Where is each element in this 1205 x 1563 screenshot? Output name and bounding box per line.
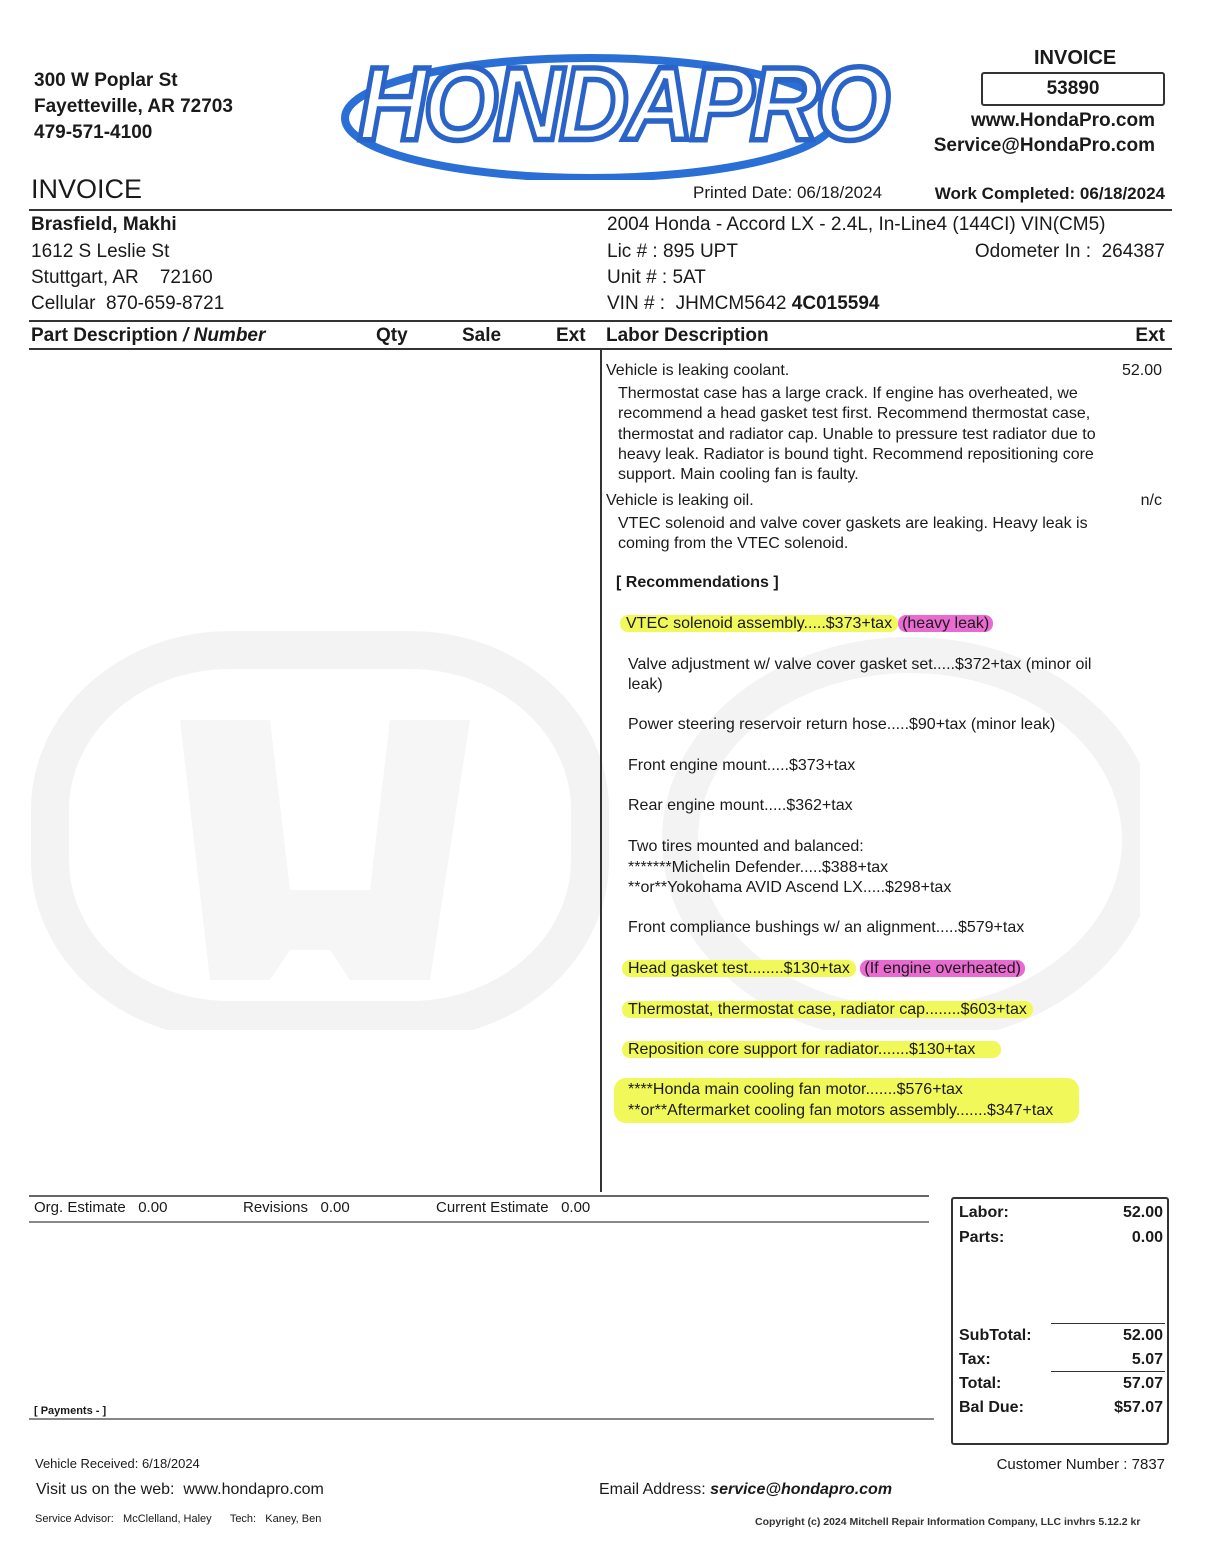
printed-date: Printed Date: 06/18/2024 — [693, 183, 883, 202]
rec-front-mount: Front engine mount.....$373+tax — [628, 757, 856, 774]
visit-web-link[interactable]: www.hondapro.com — [183, 1481, 324, 1498]
shop-city: Fayetteville, AR 72703 — [34, 96, 233, 117]
vehicle-desc: 2004 Honda - Accord LX - 2.4L, In-Line4 (144CI) VIN(CM5) — [607, 214, 1106, 235]
rec-head-gasket: Head gasket test........$130+tax (If engine overheated) — [622, 959, 1025, 979]
work-completed: Work Completed: 06/18/2024 — [934, 184, 1165, 203]
customer-phone: Cellular 870-659-8721 — [31, 293, 225, 314]
rec-tires: Two tires mounted and balanced: *******Michelin Defender.....$388+tax **or**Yokohama AVID Ascend LX.....$298+tax — [628, 838, 952, 896]
hondapro-logo: HONDAPRO — [340, 40, 840, 180]
labor-2-title: Vehicle is leaking oil. — [606, 492, 754, 509]
labor-2-notes: VTEC solenoid and valve cover gaskets are leaking. Heavy leak is coming from the VTEC solenoid. — [618, 515, 1088, 553]
total-label: Total: — [959, 1375, 1002, 1392]
rec-thermostat: Thermostat, thermostat case, radiator cap........$603+tax — [622, 1000, 1033, 1020]
tax-value: 5.07 — [1131, 1351, 1163, 1368]
rec-rear-mount: Rear engine mount.....$362+tax — [628, 797, 853, 814]
email-address: Email Address: service@hondapro.com — [599, 1481, 893, 1498]
shop-web: www.HondaPro.com — [970, 110, 1155, 131]
customer-name: Brasfield, Makhi — [31, 214, 177, 235]
payments-label: [ Payments - ] — [34, 1405, 107, 1417]
col-labor-desc: Labor Description — [606, 325, 769, 346]
col-qty: Qty — [376, 325, 408, 346]
labor-2-amount: n/c — [1140, 492, 1162, 509]
subtotal-value: 52.00 — [1122, 1327, 1163, 1344]
recommendations-header: [ Recommendations ] — [616, 574, 779, 591]
bal-due-value: $57.07 — [1114, 1399, 1163, 1416]
parts-total-value: 0.00 — [1131, 1229, 1163, 1246]
labor-1-notes: Thermostat case has a large crack. If engine has overheated, we recommend a head gasket test first. Recommend thermostat case, thermostat and radiator cap. Unable to pressure test radiator due to heavy leak. Radiator is bound tight. Recommend repositioning core support. Main cooling fan is faulty. — [618, 385, 1096, 484]
rec-ps-hose: Power steering reservoir return hose.....$90+tax (minor leak) — [628, 716, 1056, 733]
col-labor-ext: Ext — [1135, 325, 1165, 346]
copyright: Copyright (c) 2024 Mitchell Repair Information Company, LLC invhrs 5.12.2 kr — [755, 1516, 1141, 1528]
shop-phone: 479-571-4100 — [34, 122, 153, 143]
labor-total-label: Labor: — [959, 1204, 1009, 1221]
email-link[interactable]: service@hondapro.com — [710, 1481, 893, 1498]
rec-bushings: Front compliance bushings w/ an alignment.....$579+tax — [628, 919, 1025, 936]
customer-number: Customer Number : 7837 — [996, 1456, 1165, 1473]
invoice-label-top: INVOICE — [1034, 47, 1117, 69]
vehicle-received: Vehicle Received: 6/18/2024 — [35, 1456, 200, 1471]
bal-due-label: Bal Due: — [959, 1399, 1024, 1416]
labor-1-title: Vehicle is leaking coolant. — [606, 362, 790, 379]
totals-box — [951, 1197, 1169, 1445]
rec-vtec: VTEC solenoid assembly.....$373+tax (heavy leak) — [620, 614, 993, 634]
tax-label: Tax: — [959, 1351, 991, 1368]
total-value: 57.07 — [1122, 1375, 1163, 1392]
subtotal-label: SubTotal: — [959, 1327, 1032, 1344]
rec-core-support: Reposition core support for radiator.......$130+tax — [622, 1040, 1001, 1060]
customer-street: 1612 S Leslie St — [31, 241, 170, 262]
rec-valve-adjustment: Valve adjustment w/ valve cover gasket set.....$372+tax (minor oil leak) — [628, 656, 1092, 693]
parts-total-label: Parts: — [959, 1229, 1005, 1246]
rec-fan-motor: ****Honda main cooling fan motor.......$576+tax **or**Aftermarket cooling fan motors assembly.......$347+tax — [614, 1078, 1079, 1123]
invoice-number: 53890 — [1046, 78, 1100, 99]
labor-1-amount: 52.00 — [1121, 362, 1162, 379]
col-part-desc: Part Description / Number — [31, 325, 266, 346]
vehicle-lic: Lic # : 895 UPT — [607, 241, 738, 262]
invoice-number-box — [981, 72, 1165, 106]
invoice-title: INVOICE — [31, 174, 143, 204]
vehicle-unit: Unit # : 5AT — [607, 267, 706, 288]
visit-web: Visit us on the web: www.hondapro.com — [36, 1481, 324, 1498]
col-ext: Ext — [556, 325, 586, 346]
shop-email: Service@HondaPro.com — [933, 135, 1155, 156]
labor-total-value: 52.00 — [1122, 1204, 1163, 1221]
vehicle-odometer: Odometer In : 264387 — [974, 241, 1165, 262]
vehicle-vin: VIN # : JHMCM5642 4C015594 — [607, 293, 880, 314]
current-estimate: Current Estimate 0.00 — [436, 1199, 591, 1216]
col-sale: Sale — [462, 325, 502, 346]
revisions: Revisions 0.00 — [243, 1199, 350, 1216]
shop-street: 300 W Poplar St — [34, 70, 178, 91]
customer-city: Stuttgart, AR 72160 — [31, 267, 213, 288]
service-advisor: Service Advisor: McClelland, Haley Tech: Kaney, Ben — [35, 1513, 322, 1525]
org-estimate: Org. Estimate 0.00 — [34, 1199, 168, 1216]
